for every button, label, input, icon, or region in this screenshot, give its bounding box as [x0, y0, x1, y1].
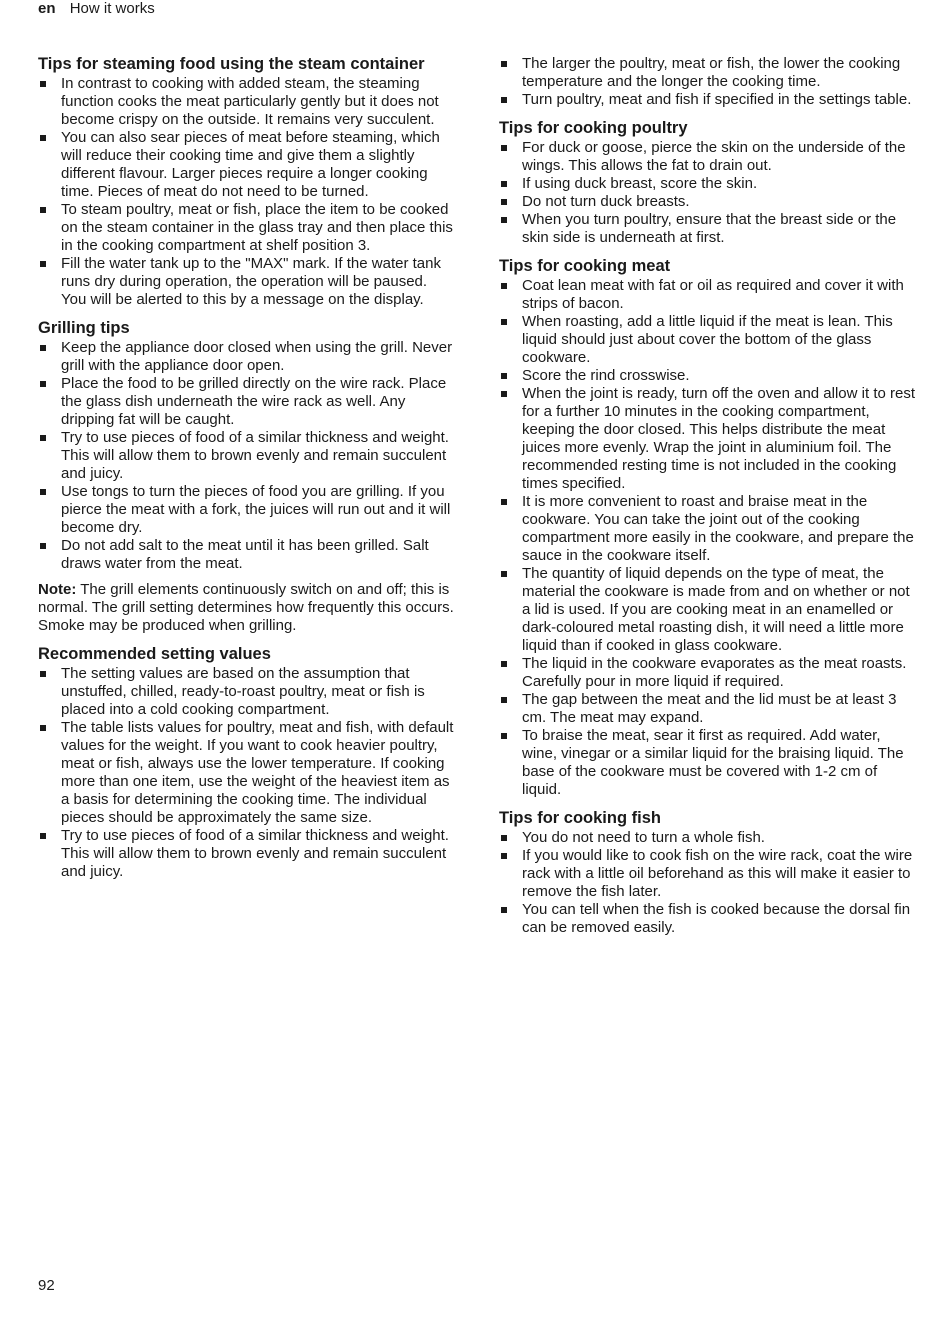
bullet-icon: [40, 207, 46, 213]
list-item: [38, 255, 456, 309]
list-item-text: Place the food to be grilled directly on the wire rack. Place the glass dish underneath the wire rack as well. Any dripping fat will be caught.: [61, 375, 447, 428]
bullet-icon: [40, 489, 46, 495]
list-item-text: If you would like to cook fish on the wire rack, coat the wire rack with a little oil beforehand as this will make it easier to remove the fish later.: [522, 847, 913, 900]
list-item: [499, 55, 917, 91]
poultry-tips-heading: Tips for cooking poultry: [499, 119, 688, 137]
list-item: [499, 139, 917, 175]
bullet-icon: [501, 199, 507, 205]
running-header: [38, 0, 155, 18]
list-item-text: When roasting, add a little liquid if the meat is lean. This liquid should just about cover the bottom of the glass cookware.: [522, 313, 893, 366]
bullet-icon: [501, 181, 507, 187]
grilling-tips-heading: Grilling tips: [38, 319, 130, 337]
list-item-text: You do not need to turn a whole fish.: [522, 829, 765, 846]
list-item: [499, 901, 917, 937]
list-item-text: The liquid in the cookware evaporates as the meat roasts. Carefully pour in more liquid if required.: [522, 655, 907, 690]
recommended-settings-list: [38, 665, 456, 881]
note-text: The grill elements continuously switch on and off; this is normal. The grill setting determines how frequently this occurs.: [38, 581, 454, 616]
bullet-icon: [501, 217, 507, 223]
list-item-text: You can tell when the fish is cooked because the dorsal fin can be removed easily.: [522, 901, 911, 936]
bullet-icon: [40, 135, 46, 141]
bullet-icon: [501, 697, 507, 703]
list-item: [499, 313, 917, 367]
list-item: [38, 537, 456, 573]
list-item: [499, 277, 917, 313]
bullet-icon: [501, 661, 507, 667]
bullet-icon: [501, 61, 507, 67]
meat-tips-heading: Tips for cooking meat: [499, 257, 671, 275]
list-item-text: To steam poultry, meat or fish, place the item to be cooked on the steam container in the glass tray and then place this in the cooking compartment at shelf position 3.: [61, 201, 453, 254]
list-item-text: For duck or goose, pierce the skin on the underside of the wings. This allows the fat to drain out.: [522, 139, 906, 174]
list-item-text: Try to use pieces of food of a similar thickness and weight. This will allow them to brown evenly and remain succulent and juicy.: [61, 827, 449, 880]
list-item: [499, 655, 917, 691]
list-item-text: Turn poultry, meat and fish if specified in the settings table.: [522, 91, 912, 108]
bullet-icon: [40, 725, 46, 731]
list-item-text: When you turn poultry, ensure that the breast side or the skin side is underneath at first.: [522, 211, 897, 246]
list-item: [38, 129, 456, 201]
bullet-icon: [40, 381, 46, 387]
steam-tips-list: [38, 75, 456, 309]
list-item: [499, 91, 917, 109]
list-item: [499, 211, 917, 247]
list-item-text: Keep the appliance door closed when using the grill. Never grill with the appliance door open.: [61, 339, 453, 374]
list-item: [499, 193, 917, 211]
continued-settings-section: [499, 55, 917, 109]
bullet-icon: [40, 833, 46, 839]
list-item: [499, 175, 917, 193]
steam-tips-heading: Tips for steaming food using the steam container: [38, 55, 425, 73]
list-item-text: The quantity of liquid depends on the type of meat, the material the cookware is made from and on whether or not a lid is used. If you are cooking meat in an enamelled or dark-coloured metal roasting dish, it will need a little more liquid than if cooked in glass cookware.: [522, 565, 910, 654]
bullet-icon: [40, 81, 46, 87]
bullet-icon: [501, 391, 507, 397]
list-item: [38, 429, 456, 483]
list-item-text: Do not turn duck breasts.: [522, 193, 690, 210]
bullet-icon: [40, 543, 46, 549]
bullet-icon: [501, 733, 507, 739]
list-item-text: When the joint is ready, turn off the oven and allow it to rest for a further 10 minutes in the cooking compartment, keeping the door closed. This helps distribute the meat juices more evenly. Wrap the joint in aluminium foil. The recommended resting time is not included in the cooking times specified.: [522, 385, 915, 492]
chapter-title: How it works: [69, 0, 155, 17]
bullet-icon: [501, 373, 507, 379]
bullet-icon: [501, 835, 507, 841]
poultry-tips-section: [499, 119, 917, 247]
list-item: [38, 719, 456, 827]
bullet-icon: [501, 283, 507, 289]
meat-tips-list: [499, 277, 917, 799]
list-item-text: Use tongs to turn the pieces of food you are grilling. If you pierce the meat with a fork, the juices will run out and it will become dry.: [61, 483, 451, 536]
meat-tips-section: [499, 257, 917, 799]
bullet-icon: [501, 97, 507, 103]
fish-tips-section: [499, 809, 917, 937]
list-item-text: The table lists values for poultry, meat and fish, with default values for the weight. If you want to cook heavier poultry, meat or fish, always use the lower temperature. If cooking more than one item, use the weight of the heaviest item as a basis for determining the cooking time. The individual pieces should be approximately the same size.: [61, 719, 454, 826]
bullet-icon: [501, 319, 507, 325]
list-item: [38, 827, 456, 881]
bullet-icon: [501, 853, 507, 859]
smoke-note: Smoke may be produced when grilling.: [38, 617, 297, 634]
list-item: [38, 665, 456, 719]
bullet-icon: [501, 571, 507, 577]
bullet-icon: [40, 671, 46, 677]
recommended-settings-section: [38, 645, 456, 881]
list-item-text: The larger the poultry, meat or fish, the lower the cooking temperature and the longer the cooking time.: [522, 55, 901, 90]
continued-settings-list: [499, 55, 917, 109]
bullet-icon: [40, 345, 46, 351]
bullet-icon: [501, 499, 507, 505]
list-item: [499, 829, 917, 847]
list-item-text: It is more convenient to roast and braise meat in the cookware. You can take the joint out of the cooking compartment more easily in the cookware, and prepare the sauce in the cookware itself.: [522, 493, 914, 564]
grilling-tips-section: [38, 319, 456, 635]
list-item-text: Coat lean meat with fat or oil as required and cover it with strips of bacon.: [522, 277, 904, 312]
note-label: Note:: [38, 581, 77, 598]
list-item-text: Do not add salt to the meat until it has been grilled. Salt draws water from the meat.: [61, 537, 429, 572]
list-item-text: The setting values are based on the assumption that unstuffed, chilled, ready-to-roast poultry, meat or fish is placed into a cold cooking compartment.: [61, 665, 425, 718]
list-item: [38, 375, 456, 429]
grilling-tips-list: [38, 339, 456, 573]
poultry-tips-list: [499, 139, 917, 247]
list-item: [499, 691, 917, 727]
list-item: [38, 339, 456, 375]
list-item: [499, 367, 917, 385]
left-column: [38, 55, 456, 891]
language-code: en: [38, 0, 56, 17]
list-item-text: Try to use pieces of food of a similar thickness and weight. This will allow them to brown evenly and remain succulent and juicy.: [61, 429, 449, 482]
list-item-text: You can also sear pieces of meat before steaming, which will reduce their cooking time and give them a slightly different flavour. Larger pieces require a longer cooking time. Pieces of meat do not need to be turned.: [61, 129, 440, 200]
list-item-text: The gap between the meat and the lid must be at least 3 cm. The meat may expand.: [522, 691, 897, 726]
list-item-text: Score the rind crosswise.: [522, 367, 690, 384]
list-item-text: If using duck breast, score the skin.: [522, 175, 758, 192]
list-item-text: Fill the water tank up to the "MAX" mark. If the water tank runs dry during operation, the operation will be paused. You will be alerted to this by a message on the display.: [61, 255, 441, 308]
list-item-text: To braise the meat, sear it first as required. Add water, wine, vinegar or a similar liquid for the braising liquid. The base of the cookware must be covered with 1-2 cm of liquid.: [522, 727, 904, 798]
list-item: [499, 493, 917, 565]
right-column: [499, 55, 917, 947]
list-item: [499, 847, 917, 901]
fish-tips-heading: Tips for cooking fish: [499, 809, 661, 827]
list-item: [38, 75, 456, 129]
list-item: [499, 727, 917, 799]
fish-tips-list: [499, 829, 917, 937]
bullet-icon: [501, 907, 507, 913]
list-item: [499, 385, 917, 493]
list-item: [38, 201, 456, 255]
page-number: 92: [38, 1277, 55, 1294]
list-item: [499, 565, 917, 655]
bullet-icon: [501, 145, 507, 151]
bullet-icon: [40, 261, 46, 267]
list-item-text: In contrast to cooking with added steam, the steaming function cooks the meat particularly gently but it does not become crispy on the outside. It remains very succulent.: [61, 75, 439, 128]
bullet-icon: [40, 435, 46, 441]
recommended-settings-heading: Recommended setting values: [38, 645, 271, 663]
grill-note: [38, 581, 456, 617]
list-item: [38, 483, 456, 537]
steam-tips-section: [38, 55, 456, 309]
